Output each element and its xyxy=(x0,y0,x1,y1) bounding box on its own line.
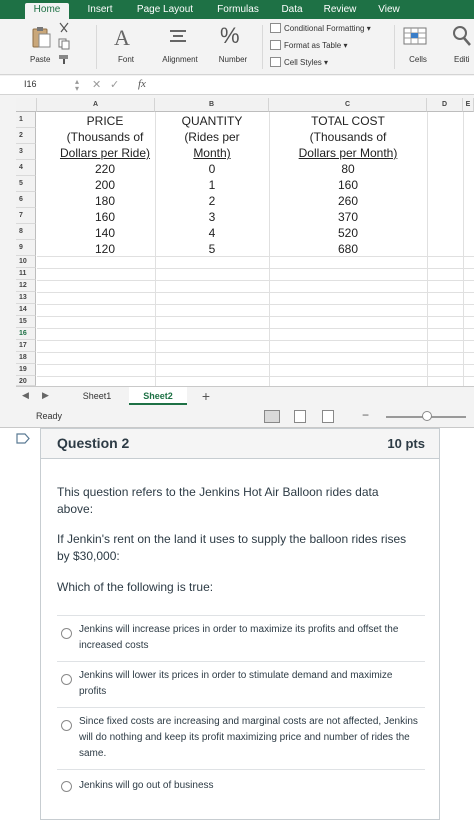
editing-group[interactable] xyxy=(444,19,474,75)
row-header[interactable]: 13 xyxy=(16,292,36,304)
quantity-cell[interactable]: 4 xyxy=(208,226,216,240)
format-as-table-icon xyxy=(270,40,281,50)
sheet-tab-sheet2[interactable]: Sheet2 xyxy=(129,387,187,405)
row-header[interactable]: 2 xyxy=(16,128,36,144)
row-header[interactable]: 1 xyxy=(16,112,36,128)
paste-label: Paste xyxy=(30,55,51,64)
column-header-c[interactable]: C xyxy=(269,98,427,112)
tab-insert[interactable]: Insert xyxy=(87,4,113,15)
row-header[interactable]: 18 xyxy=(16,352,36,364)
copy-icon xyxy=(58,38,70,50)
total-cost-cell[interactable]: 520 xyxy=(337,226,359,240)
answer-radio[interactable] xyxy=(61,720,72,731)
page-layout-view-icon[interactable] xyxy=(294,410,306,423)
ribbon xyxy=(0,19,474,75)
select-all-corner[interactable] xyxy=(16,98,37,112)
row-header[interactable]: 11 xyxy=(16,268,36,280)
answer-option[interactable] xyxy=(57,615,425,661)
column-header-d[interactable]: D xyxy=(427,98,463,112)
zoom-slider-thumb[interactable] xyxy=(422,411,432,421)
quantity-header-line2[interactable]: (Rides per xyxy=(184,130,240,144)
confirm-formula-icon[interactable]: ✓ xyxy=(110,79,120,91)
tab-view[interactable]: View xyxy=(378,4,400,15)
status-bar xyxy=(16,407,474,427)
percent-icon: % xyxy=(220,23,240,48)
total-cost-cell[interactable]: 370 xyxy=(337,210,359,224)
row-header[interactable]: 5 xyxy=(16,176,36,192)
quantity-cell[interactable]: 1 xyxy=(208,178,216,192)
status-text: Ready xyxy=(36,411,63,421)
number-label: Number xyxy=(218,55,248,64)
row-header[interactable]: 12 xyxy=(16,280,36,292)
cell-styles-icon xyxy=(270,57,281,67)
row-header[interactable]: 20 xyxy=(16,376,36,386)
quantity-cell[interactable]: 0 xyxy=(208,162,216,176)
total-cost-header-line3[interactable]: Dollars per Month) xyxy=(298,146,398,160)
cells-label: Cells xyxy=(409,55,427,64)
cells-group[interactable] xyxy=(398,19,438,75)
conditional-formatting-icon xyxy=(270,23,281,33)
row-header-selected[interactable]: 16 xyxy=(16,328,36,340)
name-box[interactable]: I16 xyxy=(24,79,37,89)
question-points: 10 pts xyxy=(387,436,425,451)
font-label: Font xyxy=(117,55,134,64)
scroll-right-arrow-icon[interactable]: ▶ xyxy=(42,390,49,400)
price-cell[interactable]: 120 xyxy=(94,242,116,256)
formula-bar xyxy=(0,76,474,95)
answer-option[interactable] xyxy=(57,707,425,769)
quantity-cell[interactable]: 5 xyxy=(208,242,216,256)
alignment-group[interactable] xyxy=(154,19,206,75)
tab-page-layout[interactable]: Page Layout xyxy=(136,4,194,15)
page-break-view-icon[interactable] xyxy=(322,410,334,423)
price-cell[interactable]: 200 xyxy=(94,178,116,192)
paste-group[interactable] xyxy=(22,19,72,75)
tab-data[interactable]: Data xyxy=(281,4,303,15)
ribbon-tab-bar xyxy=(0,0,474,19)
tab-review[interactable]: Review xyxy=(323,4,357,15)
search-icon xyxy=(452,25,472,47)
answer-option[interactable] xyxy=(57,769,425,803)
row-header[interactable]: 3 xyxy=(16,144,36,160)
price-cell[interactable]: 140 xyxy=(94,226,116,240)
alignment-label: Alignment xyxy=(162,55,198,64)
total-cost-header-line2[interactable]: (Thousands of xyxy=(309,130,387,144)
price-header-line1[interactable]: PRICE xyxy=(86,114,124,128)
quantity-header-line1[interactable]: QUANTITY xyxy=(181,114,243,128)
answer-option[interactable] xyxy=(57,661,425,707)
question-paragraph: This question refers to the Jenkins Hot Air Balloon rides data above: xyxy=(57,485,379,516)
question-header xyxy=(41,429,439,459)
scroll-left-arrow-icon[interactable]: ◀ xyxy=(22,390,29,400)
tab-home[interactable]: Home xyxy=(25,3,69,19)
cell-styles-button[interactable]: Cell Styles ▾ xyxy=(270,57,328,71)
question-card xyxy=(40,428,440,820)
spreadsheet-grid[interactable] xyxy=(16,98,474,386)
row-header[interactable]: 4 xyxy=(16,160,36,176)
conditional-formatting-button[interactable]: Conditional Formatting ▾ xyxy=(270,23,371,37)
total-cost-cell[interactable]: 260 xyxy=(337,194,359,208)
column-header-b[interactable]: B xyxy=(155,98,269,112)
quantity-cell[interactable]: 3 xyxy=(208,210,216,224)
cancel-formula-icon[interactable]: ✕ xyxy=(92,79,102,91)
price-header-line2[interactable]: (Thousands of xyxy=(66,130,144,144)
answer-text[interactable]: Jenkins will increase prices in order to maximize its profits and offset the increased costs xyxy=(79,624,399,651)
row-header[interactable]: 17 xyxy=(16,340,36,352)
row-header[interactable]: 8 xyxy=(16,224,36,240)
answer-text[interactable]: Jenkins will go out of business xyxy=(79,780,214,791)
answer-text[interactable]: Jenkins will lower its prices in order to stimulate demand and maximize profits xyxy=(79,670,393,697)
price-cell[interactable]: 220 xyxy=(94,162,116,176)
question-paragraph: Which of the following is true: xyxy=(57,580,214,594)
add-sheet-button[interactable]: + xyxy=(201,388,211,404)
row-header[interactable]: 6 xyxy=(16,192,36,208)
total-cost-cell[interactable]: 80 xyxy=(341,162,355,176)
sheet-tab-sheet1[interactable]: Sheet1 xyxy=(82,391,112,401)
column-header-a[interactable]: A xyxy=(37,98,155,112)
format-as-table-button[interactable]: Format as Table ▾ xyxy=(270,40,347,54)
alignment-icon xyxy=(168,29,188,45)
quantity-cell[interactable]: 2 xyxy=(208,194,216,208)
row-header[interactable]: 7 xyxy=(16,208,36,224)
cut-icon xyxy=(58,22,70,34)
question-title: Question 2 xyxy=(57,435,130,451)
normal-view-icon[interactable] xyxy=(264,410,280,423)
bookmark-flag-icon[interactable] xyxy=(16,433,30,444)
editing-label: Editi xyxy=(454,55,470,64)
total-cost-header-line1[interactable]: TOTAL COST xyxy=(311,114,385,128)
tab-formulas[interactable]: Formulas xyxy=(217,4,259,15)
row-header[interactable]: 19 xyxy=(16,364,36,376)
cells-icon xyxy=(403,27,429,45)
insert-function-icon[interactable]: fx xyxy=(138,78,146,90)
price-header-line3[interactable]: Dollars per Ride) xyxy=(59,146,151,160)
total-cost-cell[interactable]: 680 xyxy=(337,242,359,256)
font-icon: A xyxy=(114,25,130,50)
answer-radio[interactable] xyxy=(61,628,72,639)
name-box-stepper-icon: ▴ ▾ xyxy=(75,77,80,93)
price-cell[interactable]: 160 xyxy=(94,210,116,224)
total-cost-cell[interactable]: 160 xyxy=(337,178,359,192)
number-group[interactable] xyxy=(210,19,256,75)
row-header[interactable]: 14 xyxy=(16,304,36,316)
answer-radio[interactable] xyxy=(61,674,72,685)
question-paragraph: If Jenkin's rent on the land it uses to supply the balloon rides rises by $30,000: xyxy=(57,532,407,563)
row-header[interactable]: 10 xyxy=(16,256,36,268)
answer-text[interactable]: Since fixed costs are increasing and marginal costs are not affected, Jenkins will do nothing and keep its profit maximizing price and number of rides the same. xyxy=(79,716,418,759)
font-group[interactable] xyxy=(102,19,150,75)
column-header-e[interactable]: E xyxy=(463,98,474,112)
answer-radio[interactable] xyxy=(61,781,72,792)
quantity-header-line3[interactable]: Month) xyxy=(193,146,231,160)
row-header[interactable]: 9 xyxy=(16,240,36,256)
sheet-tab-bar xyxy=(16,386,474,406)
row-header[interactable]: 15 xyxy=(16,316,36,328)
zoom-out-button[interactable]: − xyxy=(362,408,370,422)
paste-icon xyxy=(30,25,54,49)
price-cell[interactable]: 180 xyxy=(94,194,116,208)
